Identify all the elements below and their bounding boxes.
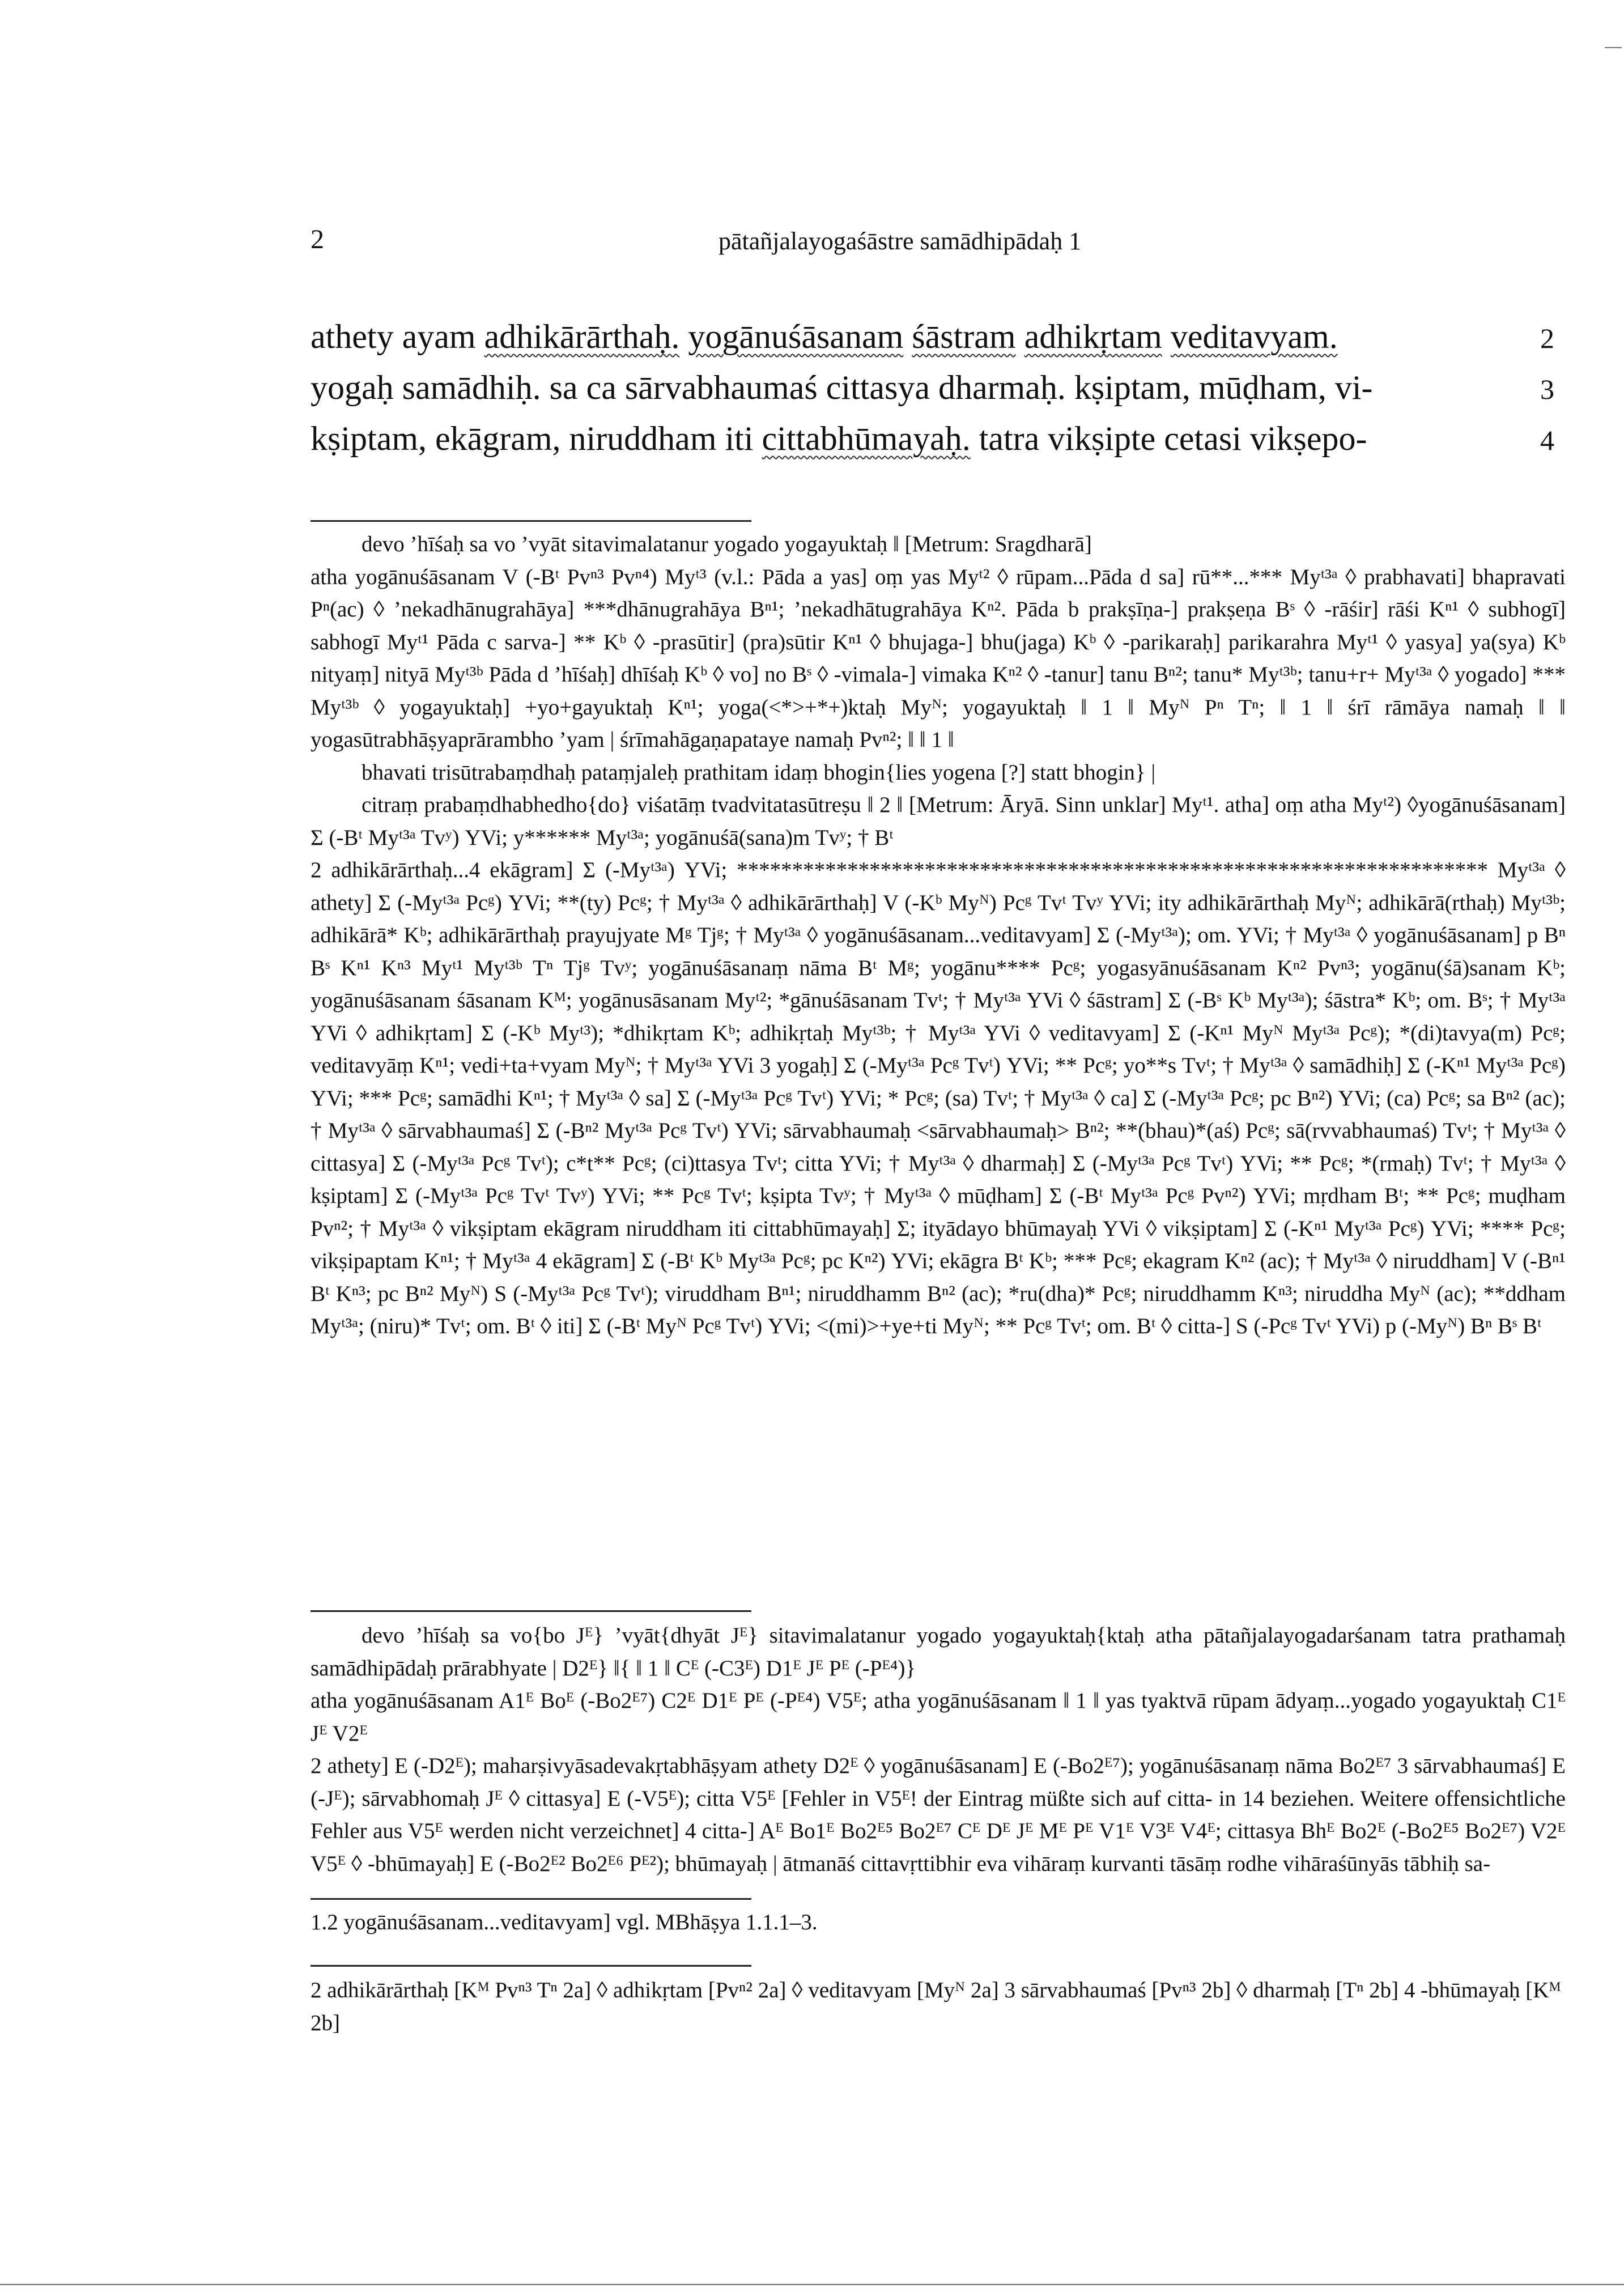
page-number: 2: [311, 224, 324, 254]
main-text-line-2: [311, 317, 1506, 356]
apparatus-entry: bhavati trisūtrabaṃdhaḥ pataṃjaleḥ prathitam idaṃ bhogin{lies yogena [?] statt bhogin} |: [362, 760, 1156, 785]
apparatus-entry: atha yogānuśāsanam V (-Bᵗ Pvⁿ³ Pvⁿ⁴) Myᵗ³ (v.l.: Pāda a yas] oṃ yas Myᵗ² ◊ rūpam...Pāda d sa] rū**...*** Myᵗ³ᵃ ◊ prabhavati] bhapravati Pⁿ(ac) ◊ ’nekadhānugrahāya] ***dhānugrahāya Bⁿ¹; ’nekadhātugrahāya Kⁿ². Pāda b prakṣīṇa-] prakṣeṇa Bˢ ◊ -rāśir] rāśi Kⁿ¹ ◊ subhogī] sabhogī Myᵗ¹ Pāda c sarva-] ** Kᵇ ◊ -prasūtir] (pra)sūtir Kⁿ¹ ◊ bhujaga-] bhu(jaga) Kᵇ ◊ -parikaraḥ] parikarahra Myᵗ¹ ◊ yasya] ya(sya) Kᵇ nityaṃ] nityā Myᵗ³ᵇ Pāda d ’hīśaḥ] dhīśaḥ Kᵇ ◊ vo] no Bˢ ◊ -vimala-] vimaka Kⁿ² ◊ -tanur] tanu Bⁿ²; tanu* Myᵗ³ᵇ; tanu+r+ Myᵗ³ᵃ ◊ yogado] *** Myᵗ³ᵇ ◊ yogayuktaḥ] +yo+gayuktaḥ Kⁿ¹; yoga(<*>+*+)ktaḥ Myᴺ; yogayuktaḥ ‖ 1 ‖ Myᴺ Pⁿ Tⁿ; ‖ 1 ‖ śrī rāmāya namaḥ ‖ ‖ yogasūtrabhāṣyaprārambho ’yam | śrīmahāgaṇapataye namaḥ Pvⁿ²; ‖ ‖ 1 ‖: [311, 564, 1566, 752]
testimonia-text: 1.2 yogānuśāsanam...veditavyam] vgl. MBhāṣya 1.1.1–3.: [311, 1910, 818, 1934]
testimonia-note: [311, 1906, 1566, 1939]
folio-references-text: 2 adhikārārthaḥ [Kᴹ Pvⁿ³ Tⁿ 2a] ◊ adhikṛtam [Pvⁿ² 2a] ◊ veditavyam [Myᴺ 2a] 3 sārvabhaumaś [Pvⁿ³ 2b] ◊ dharmaḥ [Tⁿ 2b] 4 -bhūmayaḥ [Kᴹ 2b]: [311, 1978, 1561, 2035]
main-text-line-3: [311, 368, 1506, 407]
apparatus-entry: devo ’hīśaḥ sa vo{bo Jᴱ} ’vyāt{dhyāt Jᴱ} sitavimalatanur yogado yogayuktaḥ{ktaḥ atha pātañjalayogadarśanam tatra prathamaḥ samādhipādaḥ prārabhyate | D2ᴱ} ‖{ ‖ 1 ‖ Cᴱ (-C3ᴱ) D1ᴱ Jᴱ Pᴱ (-Pᴱ⁴)}: [311, 1623, 1566, 1681]
main-text-line-4: [311, 419, 1506, 458]
apparatus-entry: 2 adhikārārthaḥ...4 ekāgram] Σ (-Myᵗ³ᵃ) YVi; ******************************************************************** Myᵗ³ᵃ ◊ athety] Σ (-Myᵗ³ᵃ Pcᵍ) YVi; **(ty) Pcᵍ; † Myᵗ³ᵃ ◊ adhikārārthaḥ] V (-Kᵇ Myᴺ) Pcᵍ Tvᵗ Tvʸ YVi; ity adhikārārthaḥ Myᴺ; adhikārā(rthaḥ) Myᵗ³ᵇ; adhikārā* Kᵇ; adhikārārthaḥ prayujyate Mᵍ Tjᵍ; † Myᵗ³ᵃ ◊ yogānuśāsanam...veditavyam] Σ (-Myᵗ³ᵃ); om. YVi; † Myᵗ³ᵃ ◊ yogānuśāsanam] p Bⁿ Bˢ Kⁿ¹ Kⁿ³ Myᵗ¹ Myᵗ³ᵇ Tⁿ Tjᵍ Tvʸ; yogānuśāsanaṃ nāma Bᵗ Mᵍ; yogānu**** Pcᵍ; yogasyānuśāsanam Kⁿ² Pvⁿ³; yogānu(śā)sanam Kᵇ; yogānuśāsanam śāsanam Kᴹ; yogānusāsanam Myᵗ²; *gānuśāsanam Tvᵗ; † Myᵗ³ᵃ YVi ◊ śāstram] Σ (-Bˢ Kᵇ Myᵗ³ᵃ); śāstra* Kᵇ; om. Bˢ; † Myᵗ³ᵃ YVi ◊ adhikṛtam] Σ (-Kᵇ Myᵗ³); *dhikṛtam Kᵇ; adhikṛtaḥ Myᵗ³ᵇ; † Myᵗ³ᵃ YVi ◊ veditavyam] Σ (-Kⁿ¹ Myᴺ Myᵗ³ᵃ Pcᵍ); *(di)tavya(m) Pcᵍ; veditavyāṃ Kⁿ¹; vedi+ta+vyam Myᴺ; † Myᵗ³ᵃ YVi 3 yogaḥ] Σ (-Myᵗ³ᵃ Pcᵍ Tvᵗ) YVi; ** Pcᵍ; yo**s Tvᵗ; † Myᵗ³ᵃ ◊ samādhiḥ] Σ (-Kⁿ¹ Myᵗ³ᵃ Pcᵍ) YVi; *** Pcᵍ; samādhi Kⁿ¹; † Myᵗ³ᵃ ◊ sa] Σ (-Myᵗ³ᵃ Pcᵍ Tvᵗ) YVi; * Pcᵍ; (sa) Tvᵗ; † Myᵗ³ᵃ ◊ ca] Σ (-Myᵗ³ᵃ Pcᵍ; pc Bⁿ²) YVi; (ca) Pcᵍ; sa Bⁿ² (ac); † Myᵗ³ᵃ ◊ sārvabhaumaś] Σ (-Bⁿ² Myᵗ³ᵃ Pcᵍ Tvᵗ) YVi; sārvabhaumaḥ <sārvabhaumaḥ> Bⁿ²; **(bhau)*(aś) Pcᵍ; sā(rvvabhaumaś) Tvᵗ; † Myᵗ³ᵃ ◊ cittasya] Σ (-Myᵗ³ᵃ Pcᵍ Tvᵗ); c*t** Pcᵍ; (ci)ttasya Tvᵗ; citta YVi; † Myᵗ³ᵃ ◊ dharmaḥ] Σ (-Myᵗ³ᵃ Pcᵍ Tvᵗ) YVi; ** Pcᵍ; *(rmaḥ) Tvᵗ; † Myᵗ³ᵃ ◊ kṣiptam] Σ (-Myᵗ³ᵃ Pcᵍ Tvᵗ Tvʸ) YVi; ** Pcᵍ Tvᵗ; kṣipta Tvʸ; † Myᵗ³ᵃ ◊ mūḍham] Σ (-Bᵗ Myᵗ³ᵃ Pcᵍ Pvⁿ²) YVi; mṛdham Bᵗ; ** Pcᵍ; muḍham Pvⁿ²; † Myᵗ³ᵃ ◊ vikṣiptam ekāgram niruddham iti cittabhūmayaḥ] Σ; ityādayo bhūmayaḥ YVi ◊ vikṣiptam] Σ (-Kⁿ¹ Myᵗ³ᵃ Pcᵍ) YVi; **** Pcᵍ; vikṣipaptam Kⁿ¹; † Myᵗ³ᵃ 4 ekāgram] Σ (-Bᵗ Kᵇ Myᵗ³ᵃ Pcᵍ; pc Kⁿ²) YVi; ekāgra Bᵗ Kᵇ; *** Pcᵍ; ekagram Kⁿ² (ac); † Myᵗ³ᵃ ◊ niruddham] V (-Bⁿ¹ Bᵗ Kⁿ³; pc Bⁿ² Myᴺ) S (-Myᵗ³ᵃ Pcᵍ Tvᵗ); viruddham Bⁿ¹; niruddhamm Bⁿ² (ac); *ru(dha)* Pcᵍ; niruddhamm Kⁿ³; niruddha Myᴺ (ac); **ddham Myᵗ³ᵃ; (niru)* Tvᵗ; om. Bᵗ ◊ iti] Σ (-Bᵗ Myᴺ Pcᵍ Tvᵗ) YVi; <(mi)>+ye+ti Myᴺ; ** Pcᵍ Tvᵗ; om. Bᵗ ◊ citta-] S (-Pcᵍ Tvᵗ YVi) p (-Myᴺ) Bⁿ Bˢ Bᵗ: [311, 858, 1566, 1338]
apparatus-entry: 2 athety] E (-D2ᴱ); maharṣivyāsadevakṛtabhāṣyam athety D2ᴱ ◊ yogānuśāsanam] E (-Bo2ᴱ⁷); yogānuśāsanaṃ nāma Bo2ᴱ⁷ 3 sārvabhaumaś] E (-Jᴱ); sārvabhomaḥ Jᴱ ◊ cittasya] E (-V5ᴱ); citta V5ᴱ [Fehler in V5ᴱ! der Eintrag müßte sich auf citta- in 14 beziehen. Weitere offensichtliche Fehler aus V5ᴱ werden nicht verzeichnet] 4 citta-] Aᴱ Bo1ᴱ Bo2ᴱ⁵ Bo2ᴱ⁷ Cᴱ Dᴱ Jᴱ Mᴱ Pᴱ V1ᴱ V3ᴱ V4ᴱ; cittasya Bhᴱ Bo2ᴱ (-Bo2ᴱ⁵ Bo2ᴱ⁷) V2ᴱ V5ᴱ ◊ -bhūmayaḥ] E (-Bo2ᴱ² Bo2ᴱ⁶ Pᴱ²); bhūmayaḥ | ātmanāś cittavṛttibhir eva vihāraṃ kurvanti tāsāṃ rodhe vihāraśūnyās tābhiḥ sa-: [311, 1754, 1566, 1876]
running-title: pātañjalayogaśāstre samādhipādaḥ 1: [719, 227, 1082, 255]
apparatus-rule-2: [311, 1610, 751, 1612]
folio-references: [311, 1974, 1566, 2040]
main-text-line-2-text: athety ayam adhikārārthaḥ. yogānuśāsanam śāstram adhikṛtam veditavyam.: [311, 318, 1338, 355]
line-number-3: 3: [1540, 373, 1554, 405]
apparatus-entry: devo ’hīśaḥ sa vo ’vyāt sitavimalatanur yogado yogayuktaḥ ‖ [Metrum: Sragdharā]: [362, 532, 1092, 556]
critical-apparatus-editions: [311, 1619, 1566, 1880]
apparatus-entry: citraṃ prabaṃdhabhedho{do} viśatāṃ tvadvitatasūtreṣu ‖ 2 ‖ [Metrum: Āryā. Sinn unklar] Myᵗ¹. atha] oṃ atha Myᵗ²) ◊yogānuśāsanam] Σ (-Bᵗ Myᵗ³ᵃ Tvʸ) YVi; y****** Myᵗ³ᵃ; yogānuśā(sana)m Tvʸ; † Bᵗ: [311, 793, 1566, 850]
main-text-line-4-text: kṣiptam, ekāgram, niruddham iti cittabhūmayaḥ. tatra vikṣipte cetasi vikṣepo-: [311, 420, 1367, 457]
footnote-rule-2: [311, 1965, 751, 1967]
critical-apparatus-manuscripts: [311, 528, 1566, 1343]
apparatus-entry: atha yogānuśāsanam A1ᴱ Boᴱ (-Bo2ᴱ⁷) C2ᴱ D1ᴱ Pᴱ (-Pᴱ⁴) V5ᴱ; atha yogānuśāsanam ‖ 1 ‖ yas tyaktvā rūpam ādyaṃ...yogado yogayuktaḥ C1ᴱ Jᴱ V2ᴱ: [311, 1688, 1566, 1746]
line-number-4: 4: [1540, 424, 1554, 456]
apparatus-rule-1: [311, 520, 751, 522]
main-text-line-3-text: yogaḥ samādhiḥ. sa ca sārvabhaumaś cittasya dharmaḥ. kṣiptam, mūḍham, vi-: [311, 369, 1373, 406]
footnote-rule-1: [311, 1898, 751, 1900]
page-bottom-edge: [0, 2284, 1624, 2285]
line-number-2: 2: [1540, 322, 1554, 354]
scan-corner-mark: [1605, 47, 1622, 48]
